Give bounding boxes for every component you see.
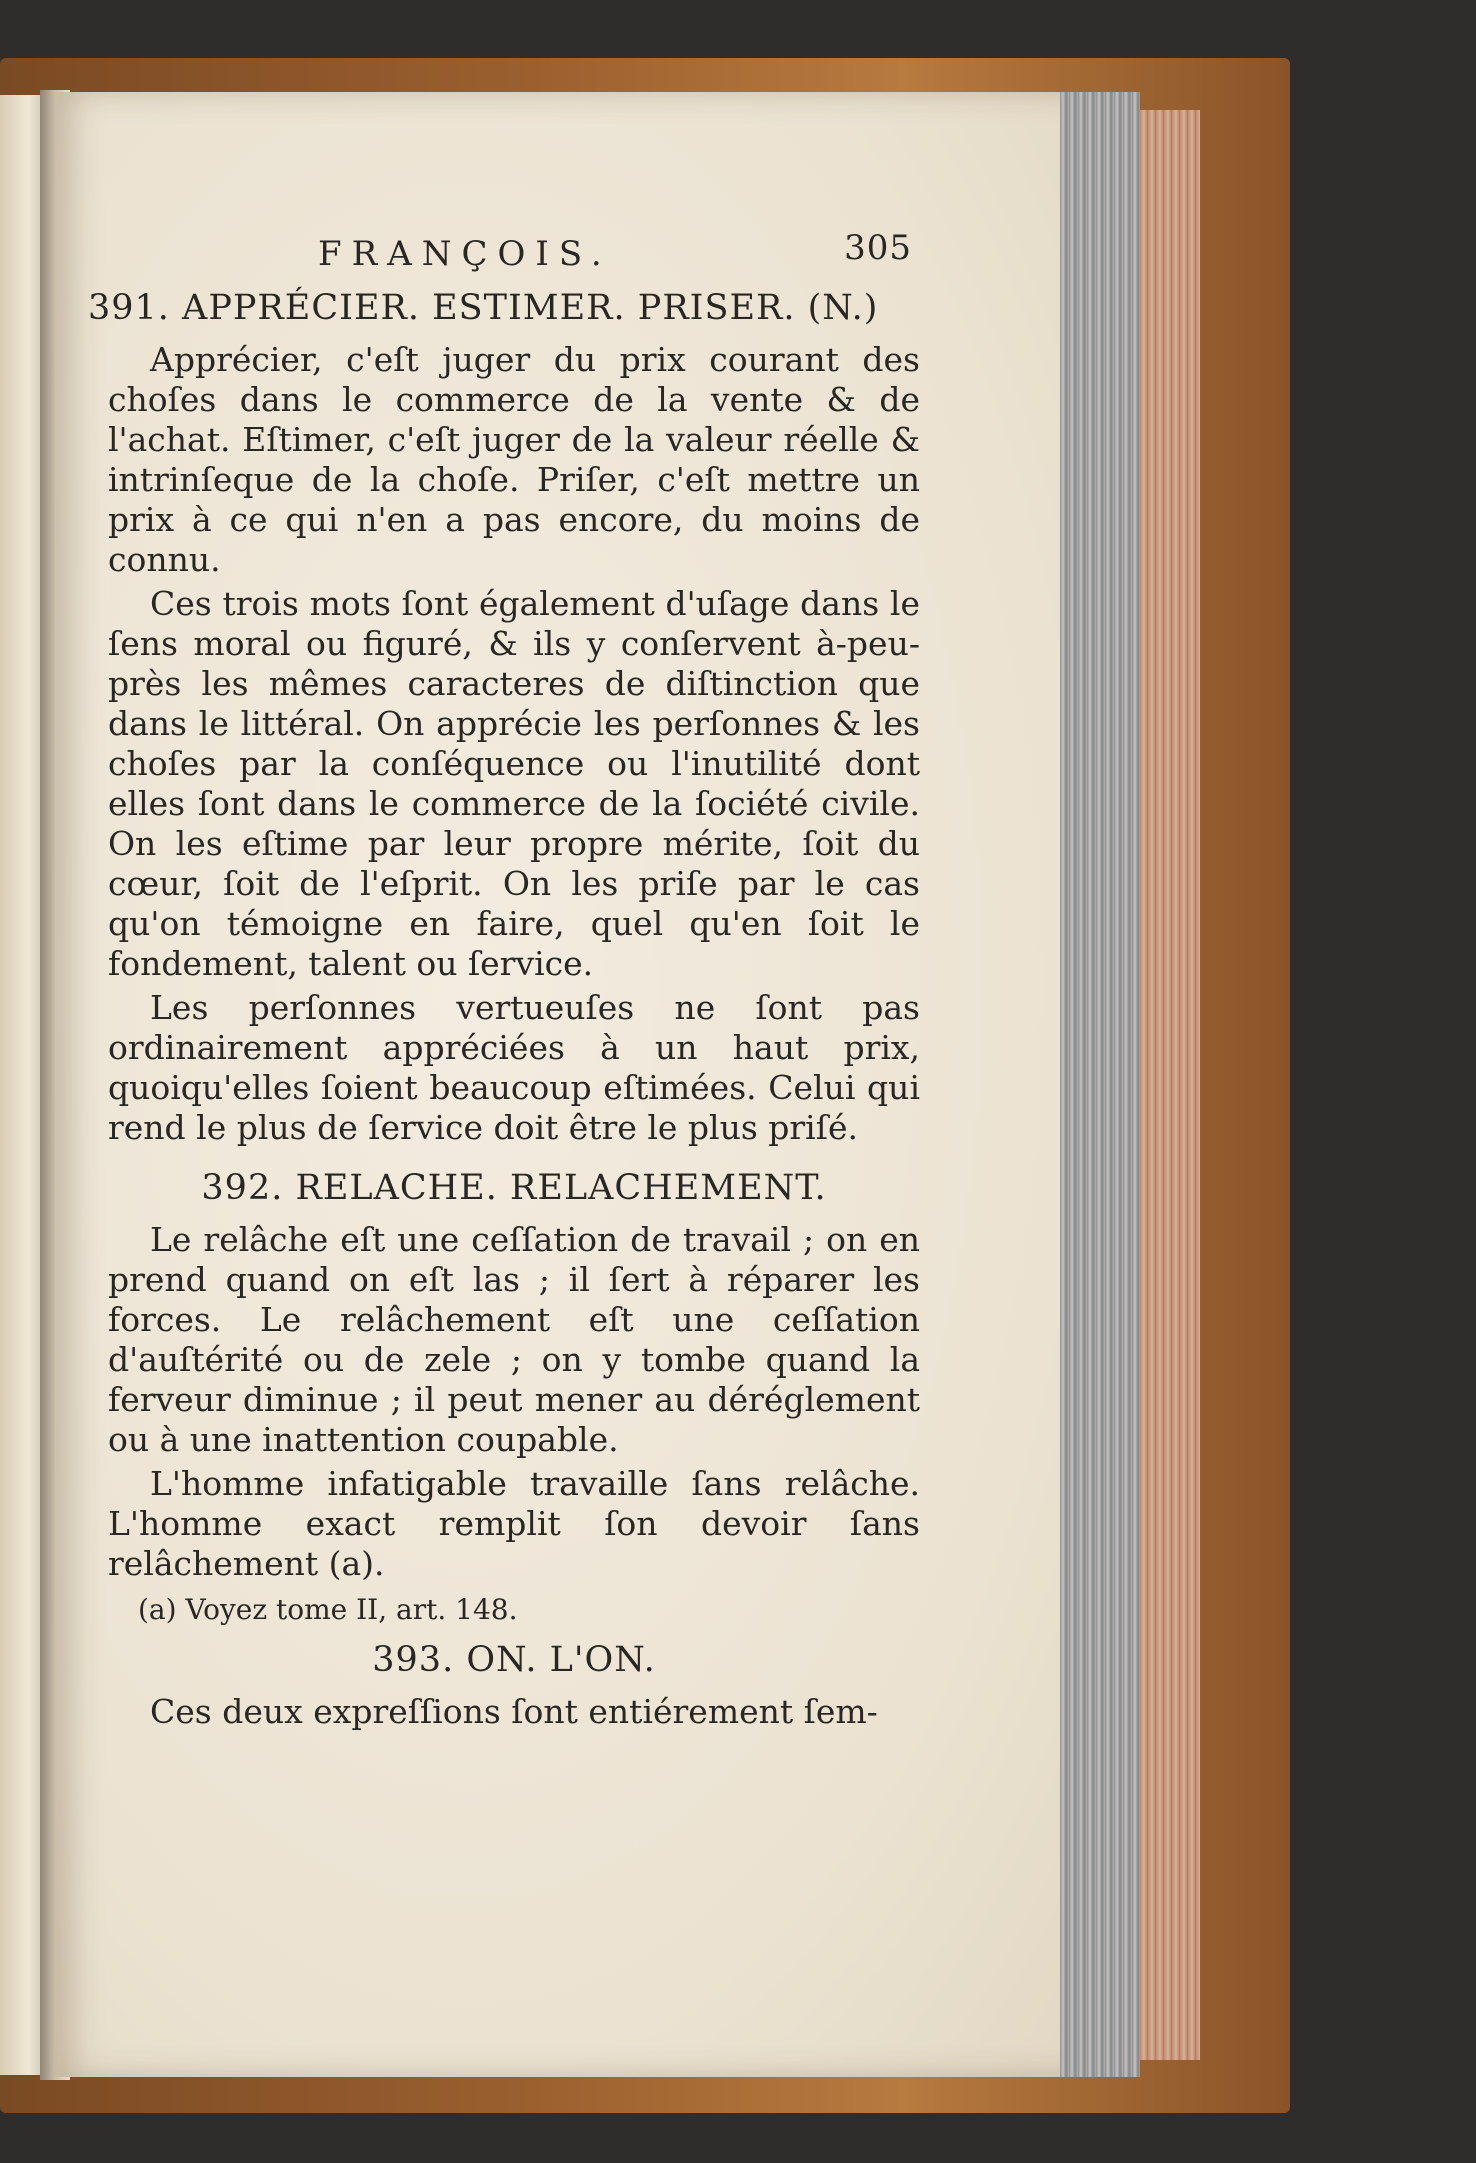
page-text [88, 228, 920, 1736]
section-heading: 393. ON. L'ON. [372, 1640, 656, 1680]
header-title: FRANÇOIS. [318, 234, 612, 274]
cover-edge [1140, 110, 1200, 2060]
paragraph: Apprécier, c'eſt juger du prix courant des choſes dans le commerce de la vente & de l'achat. Eſtimer, c'eſt juger de la valeur réelle & intrinſeque de la choſe. Priſer, c'eſt mettre un prix à ce qui n'en a pas encore, du moins de connu. [108, 340, 920, 579]
page-number: 305 [844, 228, 912, 268]
footnote: (a) Voyez tome II, art. 148. [138, 1593, 518, 1626]
paragraph: Ces deux expreſſions ſont entiérement ſem- [150, 1692, 878, 1731]
paragraph: Ces trois mots ſont également d'uſage dans le ſens moral ou figuré, & ils y conſervent à-peu-près les mêmes caracteres de diſtinction que dans le littéral. On apprécie les perſonnes & les choſes par la conſéquence ou l'inutilité dont elles ſont dans le commerce de la ſociété civile. On les eſtime par leur propre mérite, ſoit du cœur, ſoit de l'eſprit. On les priſe par le cas qu'on témoigne en faire, quel qu'en ſoit le fondement, talent ou ſervice. [108, 584, 920, 983]
paragraph: Le relâche eſt une ceſſation de travail ; on en prend quand on eſt las ; il ſert à réparer les forces. Le relâchement eſt une ceſſation d'auſtérité ou de zele ; on y tombe quand la ferveur diminue ; il peut mener au déréglement ou à une inattention coupable. [108, 1220, 920, 1459]
section-heading: 392. RELACHE. RELACHEMENT. [201, 1168, 827, 1208]
paragraph: L'homme infatigable travaille ſans relâche. L'homme exact remplit ſon devoir ſans relâchement (a). [108, 1464, 920, 1583]
section-heading: 391. APPRÉCIER. ESTIMER. PRISER. (N.) [88, 288, 879, 328]
page-edges [1060, 92, 1140, 2077]
running-header [108, 228, 920, 284]
paragraph: Les perſonnes vertueuſes ne ſont pas ordinairement appréciées à un haut prix, quoiqu'elles ſoient beaucoup eſtimées. Celui qui rend le plus de ſervice doit être le plus priſé. [108, 988, 920, 1147]
